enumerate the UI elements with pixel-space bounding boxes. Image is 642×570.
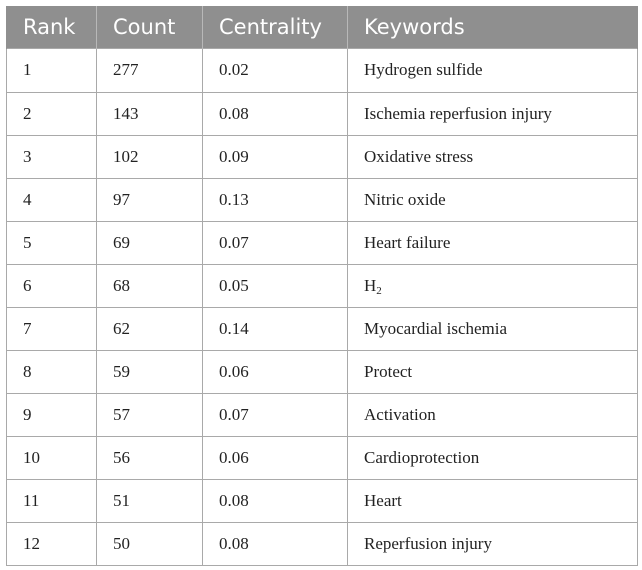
table-row xyxy=(7,393,638,436)
table-row xyxy=(7,178,638,221)
centrality-cell: 0.06 xyxy=(203,436,348,479)
header-rank: Rank xyxy=(7,6,97,48)
rank-cell: 7 xyxy=(7,307,97,350)
centrality-cell: 0.08 xyxy=(203,479,348,522)
centrality-cell: 0.07 xyxy=(203,221,348,264)
centrality-cell: 0.14 xyxy=(203,307,348,350)
centrality-cell: 0.08 xyxy=(203,522,348,565)
table-header xyxy=(7,6,638,48)
centrality-cell: 0.13 xyxy=(203,178,348,221)
keyword-cell: Reperfusion injury xyxy=(348,522,638,565)
table-row xyxy=(7,436,638,479)
table-row xyxy=(7,48,638,92)
rank-cell: 11 xyxy=(7,479,97,522)
rank-cell: 2 xyxy=(7,92,97,135)
centrality-cell: 0.07 xyxy=(203,393,348,436)
keyword-cell: Cardioprotection xyxy=(348,436,638,479)
keyword-subscript: 2 xyxy=(376,284,382,297)
header-keywords: Keywords xyxy=(348,6,638,48)
table-body xyxy=(7,48,638,565)
table-row xyxy=(7,92,638,135)
centrality-cell: 0.02 xyxy=(203,48,348,92)
count-cell: 59 xyxy=(97,350,203,393)
rank-cell: 6 xyxy=(7,264,97,307)
count-cell: 68 xyxy=(97,264,203,307)
count-cell: 69 xyxy=(97,221,203,264)
keyword-cell: Heart xyxy=(348,479,638,522)
count-cell: 57 xyxy=(97,393,203,436)
keyword-cell: Ischemia reperfusion injury xyxy=(348,92,638,135)
keyword-text: H xyxy=(364,275,377,295)
table-row xyxy=(7,350,638,393)
count-cell: 277 xyxy=(97,48,203,92)
centrality-cell: 0.05 xyxy=(203,264,348,307)
keyword-cell: Heart failure xyxy=(348,221,638,264)
table-row xyxy=(7,135,638,178)
table-row xyxy=(7,264,638,307)
rank-cell: 9 xyxy=(7,393,97,436)
header-count: Count xyxy=(97,6,203,48)
centrality-cell: 0.08 xyxy=(203,92,348,135)
count-cell: 102 xyxy=(97,135,203,178)
count-cell: 50 xyxy=(97,522,203,565)
centrality-cell: 0.09 xyxy=(203,135,348,178)
table-row xyxy=(7,221,638,264)
rank-cell: 1 xyxy=(7,48,97,92)
rank-cell: 5 xyxy=(7,221,97,264)
table-row xyxy=(7,522,638,565)
count-cell: 51 xyxy=(97,479,203,522)
rank-cell: 10 xyxy=(7,436,97,479)
rank-cell: 12 xyxy=(7,522,97,565)
header-row xyxy=(7,6,638,48)
keyword-cell: Nitric oxide xyxy=(348,178,638,221)
keyword-cell: Myocardial ischemia xyxy=(348,307,638,350)
keyword-cell: Hydrogen sulfide xyxy=(348,48,638,92)
keywords-table xyxy=(6,6,638,566)
rank-cell: 8 xyxy=(7,350,97,393)
count-cell: 143 xyxy=(97,92,203,135)
keyword-cell: Activation xyxy=(348,393,638,436)
count-cell: 56 xyxy=(97,436,203,479)
rank-cell: 4 xyxy=(7,178,97,221)
centrality-cell: 0.06 xyxy=(203,350,348,393)
count-cell: 62 xyxy=(97,307,203,350)
keyword-cell xyxy=(348,264,638,307)
keyword-cell: Protect xyxy=(348,350,638,393)
table-row xyxy=(7,479,638,522)
keyword-cell: Oxidative stress xyxy=(348,135,638,178)
count-cell: 97 xyxy=(97,178,203,221)
table-row xyxy=(7,307,638,350)
rank-cell: 3 xyxy=(7,135,97,178)
header-centrality: Centrality xyxy=(203,6,348,48)
